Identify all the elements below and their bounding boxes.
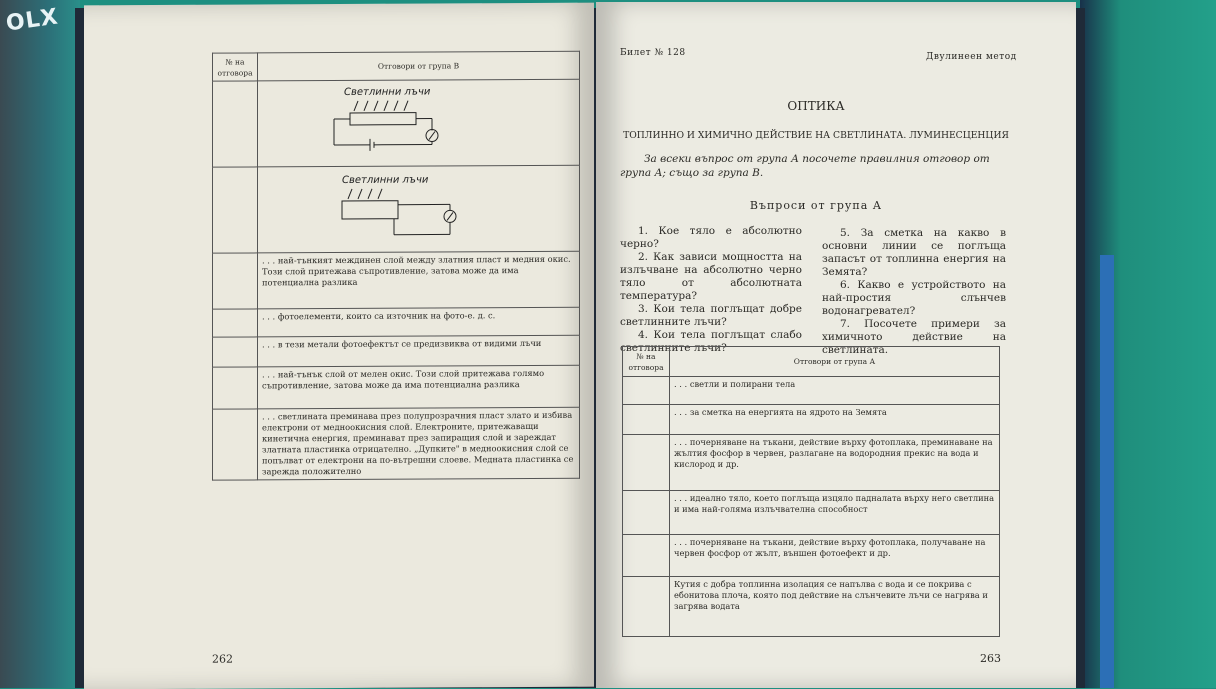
answer-text-cell: . . . почерняване на тъкани, действие върху фотоплака, преминаване на жълтия фосфор в червен, разлагане на водородния прекис на вода и кислород и др. [670, 435, 1000, 491]
page-number-left: 262 [212, 653, 233, 666]
col-number-header: № на отговора [623, 347, 670, 377]
answer-text-cell: . . . светли и полирани тела [670, 377, 1000, 405]
answer-text-cell: . . . в тези метали фотоефектът се предизвиква от видими лъчи [258, 335, 580, 367]
answer-text-cell: . . . светлината преминава през полупрозрачния пласт злато и избива електрони от медноокисния слой. Електроните, притежаващи кинетична енергия, преминават през запиращия слой и зареждат златната пластинка отрицателно. „Дупките" в медноокисния слой се попълват от електрони на по-вътрешни слоеве. Медната пластинка се зарежда положително [258, 407, 580, 480]
questions-column-right [822, 227, 1006, 357]
question-4: 4. Кои тела поглъщат слабо светлинните лъчи? [620, 329, 802, 355]
answer-number-cell [213, 409, 258, 480]
question-1: 1. Кое тяло е абсолютно черно? [620, 225, 802, 251]
diagram-label: Светлинни лъчи [344, 87, 431, 98]
answer-number-cell [623, 577, 670, 637]
question-3: 3. Кои тела поглъщат добре светлинните лъчи? [620, 303, 802, 329]
answer-number-cell [213, 337, 258, 367]
col-answers-header: Отговори от група В [258, 51, 580, 81]
page-number-right: 263 [980, 652, 1001, 665]
page-subtitle: ТОПЛИННО И ХИМИЧНО ДЕЙСТВИЕ НА СВЕТЛИНАТА. ЛУМИНЕСЦЕНЦИЯ [596, 130, 1036, 141]
answer-number-cell [623, 377, 670, 405]
answer-number-cell [213, 367, 258, 409]
method-header: Двулинеен метод [926, 52, 1017, 62]
answer-text-cell: . . . най-тънък слой от мелен окис. Този слой притежава голямо съпротивление, затова може да има потенциална разлика [258, 365, 580, 409]
shelf-left [0, 0, 80, 688]
answer-text-cell: . . . идеално тяло, което поглъща изцяло падналата върху него светлина и има най-голяма излъчвателна способност [670, 491, 1000, 535]
answer-number-cell [213, 253, 258, 309]
left-page [84, 3, 594, 689]
olx-logo: OLX [5, 4, 61, 36]
answer-text-cell: . . . почерняване на тъкани, действие върху фотоплака, получаване на червен фосфор от жълт, външен фотоефект и др. [670, 535, 1000, 577]
right-page [596, 2, 1076, 688]
answer-number-cell [213, 309, 258, 337]
diagram-cell-2 [258, 165, 580, 253]
col-answers-header: Отговори от група А [670, 347, 1000, 377]
question-7: 7. Посочете примери за химичното действие на светлината. [822, 318, 1006, 357]
answer-text-cell: . . . фотоелементи, които са източник на фото-е. д. с. [258, 307, 580, 337]
answer-number-cell [623, 491, 670, 535]
instruction-text: За всеки въпрос от група А посочете правилния отговор от група А; също за група В. [620, 152, 1012, 180]
col-number-header: № на отговора [213, 53, 258, 81]
ticket-header: Билет № 128 [620, 48, 686, 58]
answer-number-cell [213, 167, 258, 253]
question-2: 2. Как зависи мощността на излъчване на абсолютно черно тяло от абсолютната температура? [620, 251, 802, 303]
answer-number-cell [623, 405, 670, 435]
right-answers-table [622, 346, 1000, 637]
answer-number-cell [623, 435, 670, 491]
left-answers-table [212, 51, 580, 481]
answer-text-cell: . . . най-тънкият междинен слой между златния пласт и медния окис. Този слой притежава съпротивление, затова може да има потенциална разлика [258, 251, 580, 309]
answer-text-cell: . . . за сметка на енергията на ядрото на Земята [670, 405, 1000, 435]
answer-number-cell [213, 81, 258, 167]
diagram-label: Светлинни лъчи [342, 175, 429, 186]
photocell-circuit-diagram-1 [262, 82, 462, 163]
answer-number-cell [623, 535, 670, 577]
group-a-heading: Въпроси от група А [596, 199, 1036, 212]
diagram-cell-1 [258, 79, 580, 167]
answer-text-cell: Кутия с добра топлинна изолация се напълва с вода и се покрива с ебонитова плоча, която под действие на слънчевите лъчи се нагрява и загрява водата [670, 577, 1000, 637]
question-6: 6. Какво е устройството на най-простия слънчев водонагревател? [822, 279, 1006, 318]
questions-column-left [620, 225, 802, 355]
book-spine [1100, 255, 1114, 688]
page-title: ОПТИКА [596, 99, 1036, 113]
photocell-circuit-diagram-2 [262, 168, 462, 245]
question-5: 5. За сметка на какво в основни линии се поглъща запасът от топлинна енергия на Земята? [822, 227, 1006, 279]
